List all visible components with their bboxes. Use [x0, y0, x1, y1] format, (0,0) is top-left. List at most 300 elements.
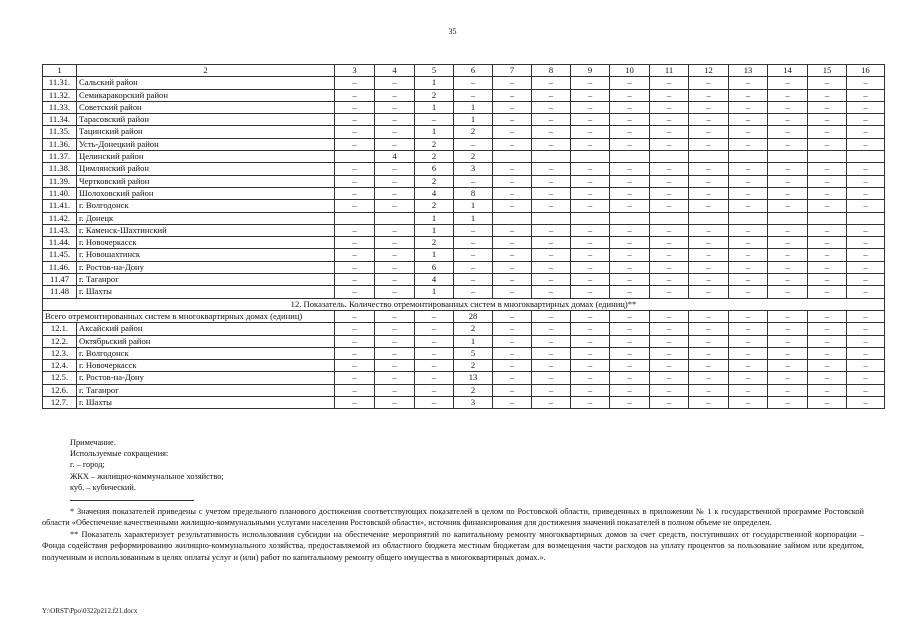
value-cell: – — [689, 126, 729, 138]
value-cell: – — [650, 384, 689, 396]
value-cell: – — [571, 89, 610, 101]
value-cell: – — [650, 323, 689, 335]
footnote-separator — [70, 500, 194, 501]
value-cell: – — [610, 372, 650, 384]
value-cell: – — [335, 101, 375, 113]
value-cell: 6 — [415, 163, 454, 175]
value-cell: 5 — [454, 347, 493, 359]
table-row — [43, 200, 885, 212]
page-number: 35 — [448, 27, 457, 36]
value-cell: – — [532, 397, 571, 409]
value-cell: – — [375, 397, 415, 409]
value-cell: – — [610, 384, 650, 396]
value-cell: – — [375, 77, 415, 89]
value-cell: – — [847, 237, 885, 249]
value-cell: – — [768, 89, 808, 101]
value-cell: – — [532, 335, 571, 347]
value-cell — [847, 151, 885, 163]
header-cell: 13 — [729, 65, 768, 77]
value-cell: – — [768, 237, 808, 249]
value-cell: – — [375, 126, 415, 138]
row-name: Советский район — [77, 101, 335, 113]
value-cell: – — [335, 126, 375, 138]
value-cell: – — [689, 261, 729, 273]
value-cell: – — [493, 175, 532, 187]
value-cell: – — [335, 249, 375, 261]
value-cell: – — [808, 175, 847, 187]
table-row — [43, 101, 885, 113]
value-cell: – — [808, 384, 847, 396]
value-cell: – — [808, 335, 847, 347]
value-cell: – — [847, 114, 885, 126]
table-row — [43, 360, 885, 372]
value-cell: – — [610, 114, 650, 126]
value-cell — [847, 212, 885, 224]
value-cell: – — [689, 372, 729, 384]
value-cell: – — [808, 126, 847, 138]
value-cell: – — [335, 89, 375, 101]
row-number: 11.35. — [43, 126, 77, 138]
value-cell: – — [768, 397, 808, 409]
value-cell: – — [650, 114, 689, 126]
value-cell: – — [768, 360, 808, 372]
table-row — [43, 261, 885, 273]
value-cell: – — [532, 372, 571, 384]
row-name: г. Новочеркасск — [77, 360, 335, 372]
value-cell: – — [650, 347, 689, 359]
value-cell: – — [689, 175, 729, 187]
value-cell: – — [375, 347, 415, 359]
table-row — [43, 323, 885, 335]
row-number: 11.42. — [43, 212, 77, 224]
value-cell: – — [650, 249, 689, 261]
value-cell: – — [454, 77, 493, 89]
value-cell: – — [454, 286, 493, 298]
value-cell: – — [610, 274, 650, 286]
value-cell: – — [847, 138, 885, 150]
value-cell: – — [768, 187, 808, 199]
value-cell: – — [415, 310, 454, 322]
row-number: 12.1. — [43, 323, 77, 335]
value-cell: 13 — [454, 372, 493, 384]
value-cell: – — [808, 347, 847, 359]
value-cell: – — [768, 274, 808, 286]
value-cell: – — [650, 224, 689, 236]
value-cell: – — [415, 114, 454, 126]
value-cell: – — [808, 114, 847, 126]
table-row — [43, 397, 885, 409]
value-cell: – — [689, 249, 729, 261]
value-cell: – — [335, 77, 375, 89]
value-cell: – — [571, 335, 610, 347]
value-cell: 2 — [454, 151, 493, 163]
value-cell: – — [415, 384, 454, 396]
table-row — [43, 335, 885, 347]
value-cell: – — [729, 101, 768, 113]
value-cell: – — [335, 397, 375, 409]
value-cell: – — [493, 200, 532, 212]
value-cell: – — [493, 237, 532, 249]
value-cell: 4 — [415, 274, 454, 286]
value-cell: – — [493, 249, 532, 261]
row-number: 11.32. — [43, 89, 77, 101]
value-cell: – — [335, 200, 375, 212]
value-cell: – — [571, 249, 610, 261]
value-cell: – — [335, 323, 375, 335]
header-cell: 15 — [808, 65, 847, 77]
row-number: 11.45. — [43, 249, 77, 261]
value-cell: – — [650, 360, 689, 372]
value-cell: – — [729, 323, 768, 335]
value-cell: – — [532, 175, 571, 187]
value-cell — [335, 212, 375, 224]
value-cell: – — [689, 347, 729, 359]
value-cell: – — [335, 335, 375, 347]
table-row — [43, 372, 885, 384]
value-cell: – — [532, 347, 571, 359]
value-cell: – — [650, 372, 689, 384]
row-name: г. Шахты — [77, 286, 335, 298]
value-cell: – — [729, 163, 768, 175]
table-row — [43, 89, 885, 101]
value-cell: – — [571, 175, 610, 187]
value-cell: – — [729, 200, 768, 212]
value-cell: – — [454, 261, 493, 273]
value-cell: – — [532, 101, 571, 113]
header-cell: 6 — [454, 65, 493, 77]
value-cell: – — [650, 261, 689, 273]
value-cell: – — [808, 200, 847, 212]
value-cell: – — [689, 335, 729, 347]
value-cell: – — [610, 237, 650, 249]
value-cell: – — [493, 261, 532, 273]
value-cell: – — [650, 286, 689, 298]
value-cell — [532, 212, 571, 224]
value-cell: – — [610, 126, 650, 138]
value-cell: – — [768, 175, 808, 187]
value-cell: – — [335, 114, 375, 126]
value-cell: – — [729, 187, 768, 199]
value-cell: – — [729, 372, 768, 384]
value-cell: – — [689, 323, 729, 335]
value-cell: – — [493, 187, 532, 199]
value-cell — [493, 212, 532, 224]
value-cell: – — [454, 274, 493, 286]
value-cell: – — [847, 224, 885, 236]
value-cell: – — [610, 163, 650, 175]
value-cell — [375, 212, 415, 224]
row-number: 11.48 — [43, 286, 77, 298]
value-cell: – — [768, 114, 808, 126]
value-cell: – — [847, 323, 885, 335]
table-row — [43, 77, 885, 89]
value-cell: – — [610, 261, 650, 273]
row-name: г. Шахты — [77, 397, 335, 409]
indicators-table — [42, 64, 885, 409]
note-line: ЖКХ – жилищно-коммунальное хозяйство; — [70, 471, 224, 481]
value-cell: – — [493, 138, 532, 150]
value-cell: – — [375, 286, 415, 298]
value-cell: 2 — [415, 237, 454, 249]
value-cell: – — [808, 77, 847, 89]
value-cell: – — [729, 138, 768, 150]
row-number: 11.44. — [43, 237, 77, 249]
value-cell: – — [808, 237, 847, 249]
row-name: г. Таганрог — [77, 274, 335, 286]
value-cell — [571, 212, 610, 224]
value-cell: – — [532, 323, 571, 335]
header-cell: 16 — [847, 65, 885, 77]
value-cell: – — [808, 323, 847, 335]
value-cell: 1 — [454, 212, 493, 224]
value-cell: – — [689, 89, 729, 101]
row-number: 12.6. — [43, 384, 77, 396]
value-cell: – — [847, 77, 885, 89]
value-cell: – — [532, 384, 571, 396]
value-cell: – — [415, 323, 454, 335]
row-name: г. Волгодонск — [77, 347, 335, 359]
value-cell: – — [729, 335, 768, 347]
value-cell: – — [493, 323, 532, 335]
value-cell: – — [610, 347, 650, 359]
row-number: 11.40. — [43, 187, 77, 199]
value-cell: – — [454, 175, 493, 187]
value-cell: – — [571, 261, 610, 273]
value-cell: – — [335, 347, 375, 359]
header-cell: 2 — [77, 65, 335, 77]
value-cell: – — [610, 200, 650, 212]
value-cell: – — [375, 310, 415, 322]
value-cell: 28 — [454, 310, 493, 322]
header-cell: 10 — [610, 65, 650, 77]
row-number: 11.47 — [43, 274, 77, 286]
value-cell: – — [335, 360, 375, 372]
value-cell: – — [729, 249, 768, 261]
value-cell: – — [650, 274, 689, 286]
value-cell: – — [610, 224, 650, 236]
total-row — [43, 310, 885, 322]
value-cell: – — [454, 249, 493, 261]
value-cell: – — [847, 372, 885, 384]
value-cell: 1 — [454, 114, 493, 126]
value-cell: 2 — [415, 138, 454, 150]
value-cell: – — [375, 360, 415, 372]
value-cell: – — [571, 187, 610, 199]
table-row — [43, 163, 885, 175]
value-cell: – — [650, 237, 689, 249]
value-cell: – — [532, 310, 571, 322]
value-cell: – — [335, 224, 375, 236]
value-cell: – — [847, 286, 885, 298]
value-cell: – — [768, 163, 808, 175]
value-cell: – — [689, 138, 729, 150]
value-cell: – — [375, 384, 415, 396]
table-row — [43, 114, 885, 126]
value-cell: 8 — [454, 187, 493, 199]
value-cell: – — [729, 384, 768, 396]
value-cell: – — [415, 335, 454, 347]
row-name: Сальский район — [77, 77, 335, 89]
value-cell: – — [454, 237, 493, 249]
value-cell: – — [650, 89, 689, 101]
value-cell: – — [689, 384, 729, 396]
value-cell: – — [847, 397, 885, 409]
value-cell: 1 — [415, 212, 454, 224]
value-cell: – — [571, 77, 610, 89]
row-name: Тацинский район — [77, 126, 335, 138]
value-cell: – — [532, 200, 571, 212]
value-cell: – — [729, 310, 768, 322]
value-cell: – — [532, 138, 571, 150]
value-cell: – — [689, 237, 729, 249]
row-number: 12.4. — [43, 360, 77, 372]
note-line: г. – город; — [70, 460, 105, 470]
row-number: 11.36. — [43, 138, 77, 150]
value-cell: – — [808, 163, 847, 175]
value-cell: – — [454, 224, 493, 236]
value-cell: 2 — [415, 200, 454, 212]
value-cell — [571, 151, 610, 163]
value-cell: 1 — [415, 101, 454, 113]
value-cell: – — [768, 126, 808, 138]
table-row — [43, 126, 885, 138]
value-cell: – — [454, 89, 493, 101]
value-cell: – — [375, 335, 415, 347]
value-cell: – — [729, 77, 768, 89]
value-cell: – — [610, 175, 650, 187]
value-cell: – — [808, 261, 847, 273]
value-cell: – — [375, 237, 415, 249]
value-cell: – — [847, 163, 885, 175]
value-cell: – — [729, 261, 768, 273]
value-cell: – — [375, 187, 415, 199]
value-cell: – — [335, 175, 375, 187]
value-cell: – — [847, 249, 885, 261]
value-cell: – — [610, 187, 650, 199]
value-cell: – — [571, 286, 610, 298]
value-cell: – — [532, 274, 571, 286]
value-cell: – — [808, 372, 847, 384]
value-cell: – — [571, 138, 610, 150]
value-cell: – — [729, 126, 768, 138]
table-row — [43, 384, 885, 396]
header-cell: 5 — [415, 65, 454, 77]
value-cell: – — [847, 101, 885, 113]
value-cell: – — [729, 224, 768, 236]
value-cell: – — [493, 101, 532, 113]
value-cell — [335, 151, 375, 163]
value-cell: – — [650, 310, 689, 322]
header-cell: 12 — [689, 65, 729, 77]
total-row-name: Всего отремонтированных систем в многоквартирных домах (единиц) — [43, 310, 335, 322]
value-cell: – — [493, 384, 532, 396]
value-cell: – — [375, 323, 415, 335]
value-cell: – — [335, 187, 375, 199]
value-cell: – — [650, 138, 689, 150]
value-cell: 1 — [415, 77, 454, 89]
value-cell: – — [532, 237, 571, 249]
value-cell: – — [610, 101, 650, 113]
value-cell: 6 — [415, 261, 454, 273]
value-cell: – — [689, 360, 729, 372]
value-cell: – — [571, 114, 610, 126]
value-cell: – — [847, 335, 885, 347]
value-cell: – — [375, 372, 415, 384]
value-cell: – — [729, 175, 768, 187]
value-cell: – — [847, 89, 885, 101]
value-cell: – — [729, 286, 768, 298]
value-cell: – — [375, 249, 415, 261]
value-cell: – — [610, 286, 650, 298]
value-cell: – — [847, 360, 885, 372]
value-cell: – — [808, 274, 847, 286]
value-cell: – — [650, 175, 689, 187]
value-cell: – — [493, 274, 532, 286]
value-cell: – — [808, 187, 847, 199]
value-cell: – — [532, 249, 571, 261]
row-name: Октябрьский район — [77, 335, 335, 347]
row-number: 11.46. — [43, 261, 77, 273]
value-cell — [650, 212, 689, 224]
value-cell: – — [808, 101, 847, 113]
value-cell: – — [808, 286, 847, 298]
row-number: 12.7. — [43, 397, 77, 409]
header-cell: 11 — [650, 65, 689, 77]
row-name: г. Ростов-на-Дону — [77, 372, 335, 384]
row-name: Усть-Донецкий район — [77, 138, 335, 150]
footnotes — [42, 506, 864, 563]
table-row — [43, 138, 885, 150]
value-cell: 1 — [415, 249, 454, 261]
value-cell: 1 — [415, 126, 454, 138]
table-row — [43, 237, 885, 249]
value-cell: – — [689, 163, 729, 175]
value-cell: – — [847, 175, 885, 187]
row-number: 11.41. — [43, 200, 77, 212]
value-cell: – — [847, 384, 885, 396]
value-cell: – — [847, 200, 885, 212]
value-cell: 4 — [375, 151, 415, 163]
value-cell: – — [493, 77, 532, 89]
value-cell: – — [610, 323, 650, 335]
value-cell: 4 — [415, 187, 454, 199]
value-cell: – — [532, 163, 571, 175]
value-cell: – — [493, 286, 532, 298]
value-cell: – — [768, 384, 808, 396]
value-cell: – — [768, 347, 808, 359]
value-cell: – — [729, 89, 768, 101]
value-cell: 3 — [454, 397, 493, 409]
value-cell: – — [493, 224, 532, 236]
value-cell: – — [571, 360, 610, 372]
row-number: 12.5. — [43, 372, 77, 384]
value-cell: – — [808, 310, 847, 322]
value-cell: – — [571, 310, 610, 322]
value-cell: 1 — [454, 200, 493, 212]
note-line: Примечание. — [70, 438, 116, 447]
value-cell: – — [532, 77, 571, 89]
value-cell: – — [729, 347, 768, 359]
value-cell: – — [689, 77, 729, 89]
table-row — [43, 175, 885, 187]
value-cell: – — [768, 138, 808, 150]
value-cell — [532, 151, 571, 163]
value-cell — [808, 212, 847, 224]
value-cell: 1 — [454, 335, 493, 347]
value-cell: – — [729, 360, 768, 372]
value-cell: – — [768, 323, 808, 335]
value-cell: – — [493, 163, 532, 175]
